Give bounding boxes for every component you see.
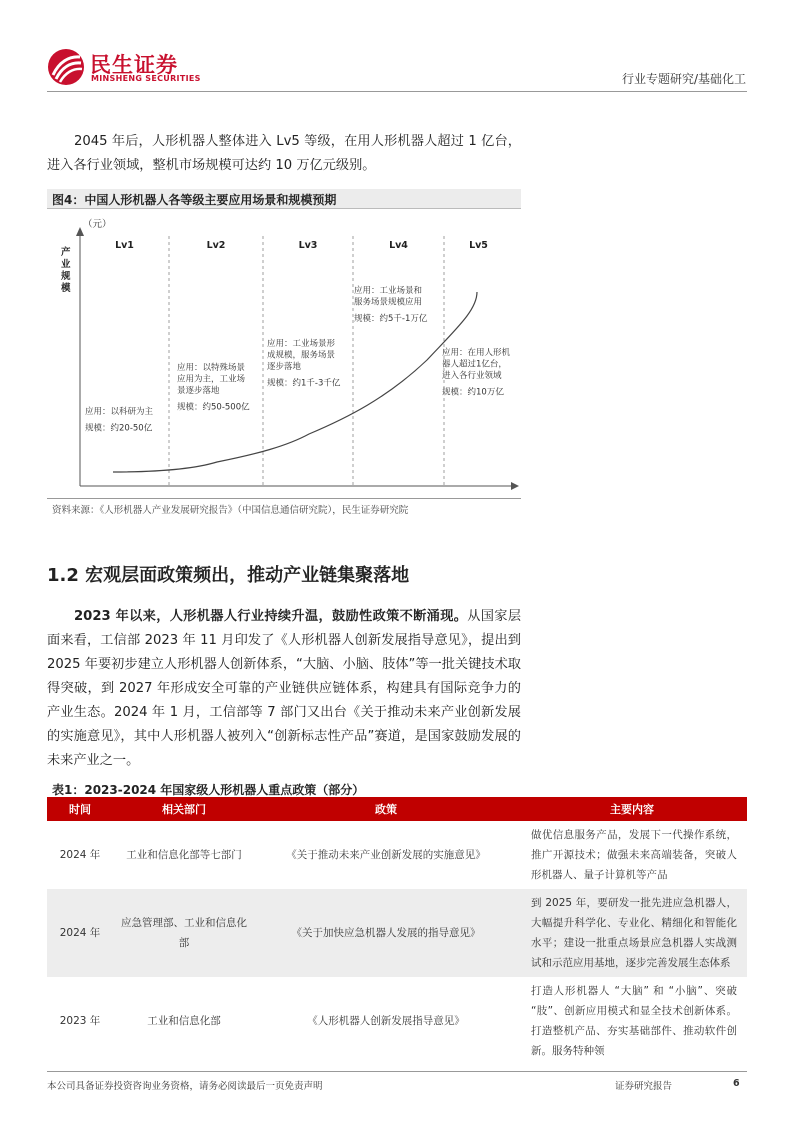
y-axis-char: 产 — [61, 247, 71, 258]
cell-policy: 《关于加快应急机器人发展的指导意见》 — [255, 889, 517, 977]
y-axis-char: 模 — [61, 283, 71, 294]
level-label: Lv1 — [115, 240, 134, 251]
header-content: 主要内容 — [517, 797, 747, 821]
level-annotation — [442, 347, 511, 398]
table-title: 表1：2023-2024 年国家级人形机器人重点政策（部分） — [52, 783, 365, 797]
annotation-application-text: 应用：工业场景形 — [267, 339, 336, 349]
cell-content: 到 2025 年，要研发一批先进应急机器人，大幅提升科学化、专业化、精细化和智能化水平；建设一批重点场景应急机器人实战测试和示范应用基地，逐步完善发展生态体系 — [517, 889, 747, 977]
cell-time: 2024 年 — [47, 889, 113, 977]
annotation-application-text: 应用：工业场景和 — [354, 286, 423, 296]
cell-department: 工业和信息化部等七部门 — [126, 849, 242, 861]
page-number: 6 — [733, 1078, 740, 1089]
cell-department: 应急管理部、工业和信息化部 — [113, 889, 255, 977]
header-divider — [47, 91, 747, 92]
header-department: 相关部门 — [113, 797, 255, 821]
annotation-scale-text: 规模：约5千-1万亿 — [354, 314, 428, 324]
level-label: Lv2 — [206, 240, 226, 251]
table-row — [47, 821, 747, 889]
cell-content: 打造人形机器人 “大脑” 和 “小脑”、突破 “肢”、创新应用模式和显全技术创新体系。打造整机产品、夯实基础部件、推动软件创新。服务特种领 — [531, 985, 737, 1057]
x-axis-arrow — [511, 482, 519, 490]
annotation-scale-text: 规模：约20-50亿 — [85, 423, 153, 434]
body-paragraph-1: 2045 年后，人形机器人整体进入 Lv5 等级，在用人形机器人超过 1 亿台，进入各行业领域，整机市场规模可达约 10 万亿元级别。 — [47, 134, 521, 173]
footer-disclaimer: 本公司具备证券投资咨询业务资格，请务必阅读最后一页免责声明 — [47, 1081, 323, 1092]
annotation-scale-text: 规模：约1千-3千亿 — [267, 378, 341, 389]
paragraph-2-body: 从国家层面来看，工信部 2023 年 11 月印发了《人形机器人创新发展指导意见》，提出到 2025 年要初步建立人形机器人创新体系，“大脑、小脑、肢体”等一批关键技术取得突破，到 2027 年形成安全可靠的产业链供应链体系，构建具有国际竞争力的产业生态。2024 年 1 月，工信部等 7 部门又出台《关于推动未来产业创新发展的实施意见》，其中人形机器人被列入“创新标志性产品”赛道，是国家鼓励发展的未来产业之一。 — [47, 609, 522, 768]
table-row — [47, 889, 747, 977]
annotation-scale-text: 规模：约50-500亿 — [177, 402, 250, 413]
y-axis-label — [60, 246, 71, 294]
chart-unit-label: （元） — [83, 219, 112, 230]
annotation-application-text: 服务场景规模应用 — [354, 297, 423, 308]
level-annotation — [267, 338, 341, 389]
y-axis-char: 规 — [61, 271, 71, 282]
annotation-application-text: 应用：以科研为主 — [85, 407, 154, 417]
logo-english-name: MINSHENG SECURITIES — [91, 74, 201, 83]
footer-divider — [47, 1071, 747, 1072]
level-label: Lv3 — [298, 240, 318, 251]
table-row — [47, 977, 747, 1065]
level-annotation — [85, 406, 154, 434]
figure-source: 资料来源：《人形机器人产业发展研究报告》（中国信息通信研究院），民生证券研究院 — [52, 505, 409, 516]
table-header-row — [47, 797, 747, 821]
policy-table — [47, 797, 747, 1065]
section-heading: 1.2 宏观层面政策频出，推动产业链集聚落地 — [47, 565, 410, 586]
annotation-application-text: 应用：在用人形机 — [442, 348, 511, 358]
annotation-application-text: 器人超过1亿台， — [442, 359, 507, 370]
annotation-application-text: 逐步落地 — [267, 362, 302, 372]
paragraph-2-lead: 2023 年以来，人形机器人行业持续升温，鼓励性政策不断涌现。 — [74, 609, 468, 624]
annotation-application-text: 应用为主，工业场 — [177, 374, 246, 385]
report-category: 行业专题研究/基础化工 — [621, 72, 746, 86]
annotation-application-text: 应用：以特殊场景 — [177, 363, 246, 373]
scale-chart — [47, 210, 521, 496]
cell-policy: 《人形机器人创新发展指导意见》 — [307, 1015, 465, 1027]
level-annotation — [354, 285, 428, 324]
y-axis-char: 业 — [61, 259, 71, 270]
level-label: Lv4 — [389, 240, 408, 251]
header-time: 时间 — [47, 797, 113, 821]
cell-content: 做优信息服务产品，发展下一代操作系统，推广开源技术；做强未来高端装备，突破人形机器人、量子计算机等产品 — [531, 829, 737, 881]
annotation-application-text: 景逐步落地 — [177, 386, 220, 396]
cell-time: 2023 年 — [59, 1015, 101, 1027]
cell-time: 2024 年 — [59, 849, 101, 861]
minsheng-logo-icon — [47, 48, 85, 86]
level-annotation — [177, 362, 250, 413]
footer-report-type: 证券研究报告 — [615, 1081, 673, 1092]
level-label: Lv5 — [469, 240, 488, 251]
cell-department: 工业和信息化部 — [147, 1015, 221, 1027]
annotation-application-text: 进入各行业领域 — [442, 371, 502, 381]
annotation-scale-text: 规模：约10万亿 — [442, 387, 504, 398]
cell-policy: 《关于推动未来产业创新发展的实施意见》 — [286, 849, 486, 861]
policy-table-container — [47, 797, 747, 1065]
body-paragraph-2 — [47, 605, 521, 773]
figure-title: 图4：中国人形机器人各等级主要应用场景和规模预期 — [52, 193, 337, 207]
annotation-application-text: 成规模，服务场景 — [267, 350, 336, 361]
figure-bottom-rule — [47, 498, 521, 499]
header-policy: 政策 — [255, 797, 517, 821]
logo-chinese-name: 民生证券 — [90, 53, 178, 77]
